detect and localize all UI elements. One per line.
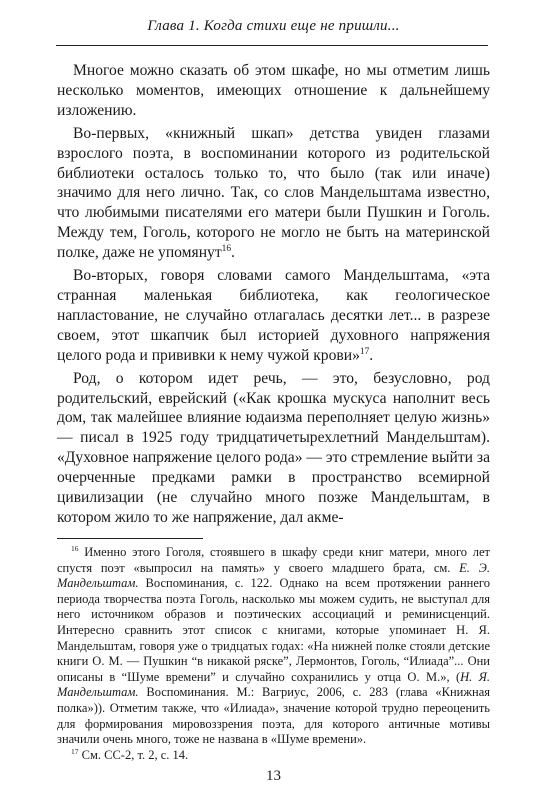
footnotes: [57, 545, 490, 763]
running-header: [0, 0, 547, 42]
main-text: [57, 61, 490, 531]
footnote-17-text: См. СС-2, т. 2, с. 14.: [81, 747, 189, 762]
paragraph-2-text: Во-первых, «книжный шкап» детства увиден глазами взрослого поэта, в воспоминании которого из родительской библиотеки осталось только то, что было (так или иначе) значимо для него лично. Так, со слов Мандельштама известно, что любимыми писателями его матери были Пушкин и Гоголь. Между тем, Гоголь, которого не могло не быть на материнской полке, даже не упомянут: [57, 124, 490, 262]
footnote-ref-17[interactable]: 17: [359, 346, 370, 357]
paragraph-2: Во-первых, «книжный шкап» детства увиден глазами взрослого поэта, в воспоминании которого из родительской библиотеки осталось только то, что было (так или иначе) значимо для него лично. Так, со слов Мандельштама известно, что любимыми писателями его матери были Пушкин и Гоголь. Между тем, Гоголь, которого не могло не быть на материнской полке, даже не упомянут$^{16}$.: [57, 124, 490, 262]
paragraph-3: Во-вторых, говоря словами самого Мандельштама, «эта странная маленькая библиотека, как геологическое напластование, не случайно отлагалась десятки лет... в разрезе своем, этот шкапчик был историей духовного напряжения целого рода и прививки к нему чужой крови»$^{17}$.: [57, 267, 490, 364]
footnote-16-text-c: Воспоминания. М.: Вагриус, 2006, с. 283 (глава «Книжная полка»)). Отметим также, что «Илиада», значение которой трудно переоценить для формирования мировоззрения поэта, для которого античные мотивы значили очень много, тоже не названа в «Шуме времени».: [57, 685, 490, 747]
paragraph-3-text: Во-вторых, говоря словами самого Мандельштама, «эта странная маленькая библиотека, как геологическое напластование, не случайно отлагалась десятки лет... в разрезе своем, этот шкапчик был историей духовного напряжения целого рода и прививки к нему чужой крови»: [57, 267, 490, 364]
paragraph-4: [57, 369, 490, 528]
chapter-title: Глава 1. Когда стихи еще не пришли...: [147, 18, 400, 34]
footnote-17: [57, 748, 490, 764]
paragraph-1-text: Многое можно сказать об этом шкафе, но мы отметим лишь несколько моментов, имеющих отношение к дальнейшему изложению.: [57, 62, 490, 119]
footnote-16-text-a: Именно этого Гоголя, стоявшего в шкафу среди книг матери, много лет спустя поэт «выпросил на память» у своего младшего брата, см.: [57, 545, 491, 575]
footnote-17-number: 17: [71, 746, 79, 756]
footnote-ref-16[interactable]: 16: [221, 243, 232, 254]
paragraph-1: [57, 61, 490, 121]
footnote-16-author-a: Е. Э. Мандельштам.: [57, 560, 490, 591]
footnote-rule: [57, 538, 203, 539]
footnote-16-number: 16: [71, 543, 79, 553]
header-rule: [56, 45, 488, 46]
paragraph-4-text: Род, о котором идет речь, — это, безусловно, род родительский, еврейский («Как крошка мускуса наполнит весь дом, так малейшее влияние юдаизма переполняет целую жизнь» — писал в 1925 году тридцатичетырехлетний Мандельштам). «Духовное напряжение целого рода» — это стремление выйти за очерченные предками рамки в пространство всемирной цивилизации (не случайно много позже Мандельштам, в котором жило то же напряжение, дал акме-: [57, 369, 490, 526]
footnote-16: [57, 545, 490, 748]
footnote-16-text-b: Воспоминания, с. 122. Однако на всем протяжении раннего периода творчества поэта Гоголь, насколько мы можем судить, не выступал для него источником образов и поэтических ассоциаций и реминисценций. Интересно сравнить этот список с книгами, которые упоминает Н. Я. Мандельштам, говоря уже о тридцатых годах: «На нижней полке стояли детские книги О. М. — Пушкин “в никакой ряске”, Лермонтов, Гоголь, “Илиада”... Они описаны в “Шуме времени” и случайно сохранились у отца О. М.», (: [57, 576, 490, 684]
footnote-16-author-b: Н. Я. Мандельштам.: [57, 669, 490, 700]
page-number: 13: [266, 768, 281, 784]
